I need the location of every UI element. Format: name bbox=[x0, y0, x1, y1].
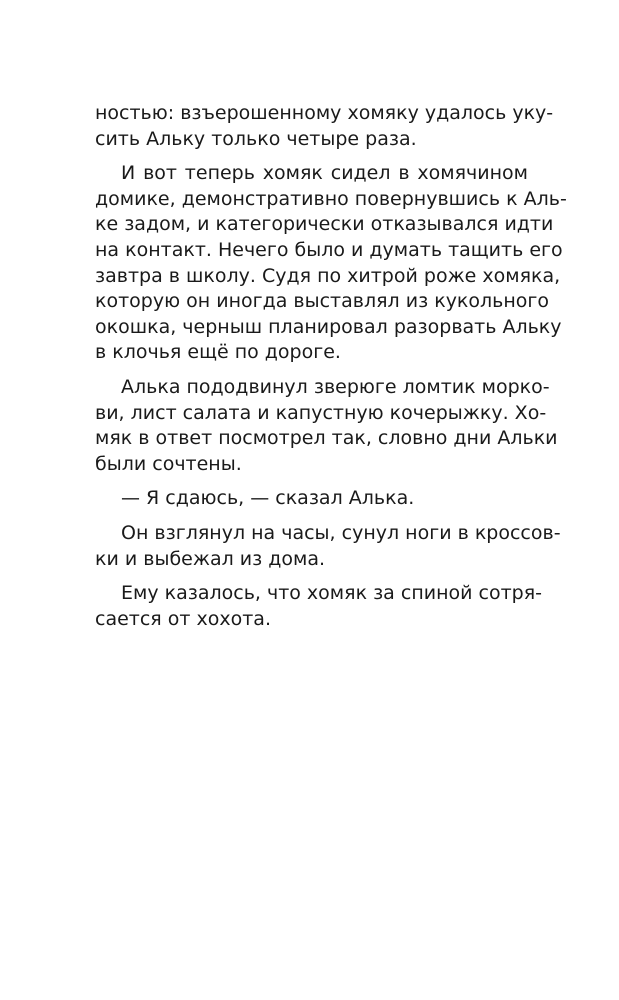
text-line: — Я сдаюсь, — сказал Алька. bbox=[121, 487, 415, 510]
text-line: ки и выбежал из дома. bbox=[95, 547, 326, 570]
text-line: завтра в школу. Судя по хитрой роже хомяка, bbox=[95, 264, 561, 287]
text-line: Он взглянул на часы, сунул ноги в кроссов- bbox=[121, 521, 561, 544]
text-line: на контакт. Нечего было и думать тащить его bbox=[95, 238, 563, 261]
text-line: ностью: взъерошенному хомяку удалось уку- bbox=[95, 102, 554, 124]
text-line: в клочья ещё по дороге. bbox=[95, 341, 341, 364]
text-line: сается от хохота. bbox=[95, 607, 271, 630]
text-line: которую он иногда выставлял из кукольного bbox=[95, 290, 550, 313]
paragraph-3 bbox=[95, 375, 558, 477]
text-line: сить Альку только четыре раза. bbox=[95, 127, 417, 150]
text-line: мяк в ответ посмотрел так, словно дни Альки bbox=[95, 427, 558, 450]
paragraph-6 bbox=[95, 581, 543, 632]
paragraph-4 bbox=[95, 486, 528, 512]
text-line: И вот теперь хомяк сидел в хомячином bbox=[121, 162, 528, 185]
paragraph-1 bbox=[95, 101, 554, 152]
text-line: были сочтены. bbox=[95, 452, 242, 475]
text-line: ке задом, и категорически отказывался идти bbox=[95, 213, 554, 236]
text-line: Алька пододвинул зверюге ломтик морко- bbox=[121, 375, 550, 398]
text-line: Ему казалось, что хомяк за спиной сотря- bbox=[121, 582, 543, 605]
paragraph-5 bbox=[95, 521, 561, 572]
body-text bbox=[95, 101, 567, 632]
text-line: домике, демонстративно повернувшись к Аль- bbox=[95, 187, 567, 210]
paragraph-2 bbox=[95, 161, 567, 366]
text-line: ви, лист салата и капустную кочерыжку. Хо- bbox=[95, 401, 547, 424]
text-line: окошка, черныш планировал разорвать Альку bbox=[95, 315, 562, 338]
